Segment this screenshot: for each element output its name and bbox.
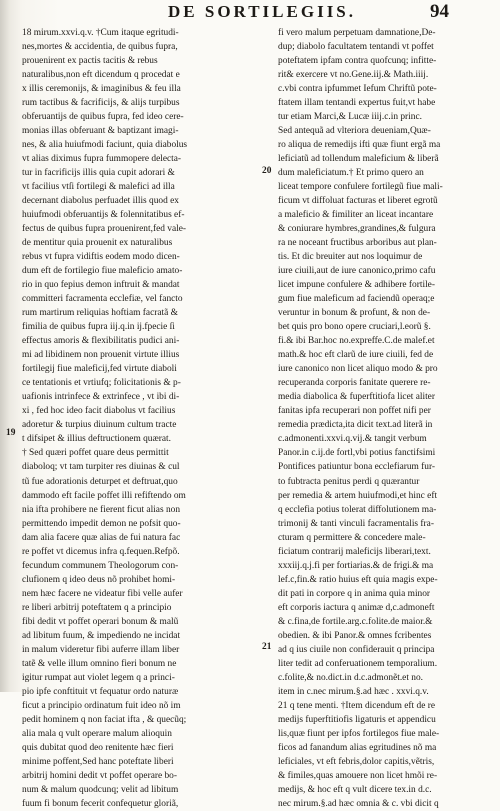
text-line: 21 q tene menti. †Item dicendum eft de re <box>278 700 435 711</box>
text-line: tur in facrificijs illis quia cupit adorari & <box>22 168 175 179</box>
text-line: clufionem q ideo deus nõ prohibet homi- <box>22 574 176 585</box>
text-line: recuperanda corporis fanitate querere re- <box>278 378 431 389</box>
running-head: DE SORTILEGIIS. <box>168 2 357 21</box>
text-line: Sed antequã ad vlteriora deueniam,Quæ- <box>278 126 431 137</box>
text-line: diaboloq; vt tam turpiter res diuinas & cul <box>22 462 180 473</box>
text-line: math.& hoc eft clarũ de iure ciuili, fed de <box>278 350 434 361</box>
text-line: rit& exercere vt no.Gene.iij.& Math.iiij. <box>278 70 429 81</box>
text-line: gum fiue maleficum ad faciendũ operaq;e <box>278 294 435 305</box>
text-line: a maleficio & fimiliter an liceat incantare <box>278 210 434 221</box>
text-line: & coniurare hymbres,grandines,& fulgura <box>278 224 436 235</box>
text-line: fecundum communem Theologorum con- <box>22 560 179 571</box>
text-line: 18 mirum.xxvi.q.v. †Cum itaque egritudi- <box>22 28 179 38</box>
text-line: & c.fina,de fortile.arg.c.folite.de maior.& <box>278 616 433 627</box>
text-line: ficum vt diffoluat facturas et liberet egrotũ <box>278 196 438 207</box>
text-line: dum maleficiatum.† Et primo quero an <box>278 168 424 179</box>
right-text-column <box>278 26 478 811</box>
text-line: quis dubitat quod deo renitente hæc fieri <box>22 742 174 753</box>
text-line: liter tedit ad conferuationem temporalium. <box>278 658 438 669</box>
text-line: mi ad libidinem non prouenit virtute illius <box>22 350 180 361</box>
text-line: cturam q permittere & concedere male- <box>278 532 426 543</box>
text-line: nem hæc facere ne videatur fibi velle aufer <box>22 588 183 599</box>
text-line: ro aliqua de remedijs ifti quæ fiunt ergã ma <box>278 140 441 151</box>
text-line: ficos ad fanandum alias egritudines nõ ma <box>278 742 437 753</box>
text-line: uafionis intrinfece & extrinfece , vt ibi di- <box>22 392 180 403</box>
text-line: pedit hominem q non faciat ifta , & quecũq; <box>22 714 187 725</box>
text-line: x illis ceremonijs, & imaginibus & feu illa <box>22 84 181 95</box>
text-line: iure canonico non licet aliquo modo & pro <box>278 364 438 375</box>
text-line: veruntur in bonum & profunt, & non de- <box>278 308 431 319</box>
text-line: leficiatũ ad tollendum maleficium & liberã <box>278 154 439 165</box>
text-line: ad q ius ciuile non confiderauit q principa <box>278 644 435 655</box>
text-line: c.folite,& no.dict.in d.c.admonẽt.et no. <box>278 672 424 683</box>
margin-number: 21 <box>262 642 272 652</box>
text-line: t difsipet & illius deftructionem quærat. <box>22 434 171 445</box>
text-line: medijs, & hoc eft q vult dicere tex.in d.c. <box>278 784 432 795</box>
text-line: de mentitur quia prouenit ex naturalibus <box>22 238 173 249</box>
text-line: re liberi arbitrij poteftatem q a principio <box>22 602 172 613</box>
page-number: 94 <box>430 1 449 22</box>
text-line: c.vbi contra ipfummet Iefum Chriftũ pote- <box>278 84 437 95</box>
text-line: alia mala q vult operare malum alioquin <box>22 728 172 739</box>
text-line: nec mirum.§.ad hæc omnia & c. vbi dicit q <box>278 798 439 809</box>
text-line: bet quis pro bono opere cruciari,l.eorũ §. <box>278 322 431 333</box>
text-line: media diabolica & fuperftitiofa licet aliter <box>278 392 435 403</box>
text-line: huiufmodi obferuantijs & folennitatibus ef- <box>22 210 185 221</box>
text-line: rum tactibus & facrificijs, & alijs turpibus <box>22 98 180 109</box>
text-line: dam alia facere quæ alias de fui natura fac <box>22 532 181 543</box>
text-line: lis,quæ fiunt per ipfos fortilegos fiue male- <box>278 728 440 739</box>
text-line: rio in quo fepius demon inftruit & mandat <box>22 280 180 291</box>
text-line: fuum fi bonum fecerit confequetur gloriã, <box>22 798 179 809</box>
text-line: obferuantijs de quibus fupra, fed ideo cere- <box>22 112 184 123</box>
text-line: c.admonenti.xxvi.q.vij.& tangit verbum <box>278 434 427 445</box>
margin-number: 19 <box>6 428 16 438</box>
text-line: item in c.nec mirum.§.ad hæc . xxvi.q.v. <box>278 686 429 697</box>
text-line: & fimiles,quas amouere non licet hmõi re- <box>278 770 438 781</box>
text-line: ficut a principio ordinatum fuit ideo nõ im <box>22 700 181 711</box>
text-line: vt facilius vtſi fortilegi & malefici ad illa <box>22 182 175 193</box>
text-line: obedien. & ibi Panor.& omnes fcribentes <box>278 630 432 641</box>
page-header <box>0 0 500 24</box>
text-line: dit pati in corpore q in anima quia minor <box>278 588 431 599</box>
text-line: arbitrij homini dedit vt poffet operare bo- <box>22 770 177 781</box>
text-line: fimilia de quibus fupra iij.q.in ij.fpecie ſi <box>22 322 175 333</box>
text-line: fectus de quibus fupra prouenirent,fed vale- <box>22 224 186 235</box>
text-line: re poffet vt dicemus infra q.fequen.Refpõ. <box>22 546 180 557</box>
text-line: per remedia & artem huiufmodi,et hinc eft <box>278 490 438 501</box>
text-line: eft corporis iactura q animæ d,c.admoneft <box>278 602 435 613</box>
text-line: lef.c,fin.& ratio huius eft quia magis expe- <box>278 574 438 585</box>
text-line: to fubtracta penitus perdi q quærantur <box>278 476 420 487</box>
text-line: fibi dedit vt poffet operari bonum & malũ <box>22 616 179 627</box>
text-line: dup; diabolo facultatem tentandi vt poffet <box>278 42 434 53</box>
text-line: tur etiam Marci,& Lucæ iiij.c.in princ. <box>278 112 422 123</box>
text-line: medijs fuperftitiofis ligaturis et appendicu <box>278 714 436 725</box>
text-line: dum eft de fortilegio fiue maleficio amato- <box>22 266 183 277</box>
text-line: ce tentationis et vrtiufq; folicitationis & p- <box>22 378 181 389</box>
text-line: vt alias diximus fupra fummopere delecta- <box>22 154 182 165</box>
text-line: rebus vt fupra vidiftis eodem modo dicen- <box>22 252 180 263</box>
text-line: adoretur & turpius diuinum cultum tracte <box>22 420 177 431</box>
text-line: tis. Et dic breuiter aut nos loquimur de <box>278 252 423 263</box>
text-line: poteftatem ipfam contra quofcunq; infitte- <box>278 56 437 67</box>
text-line: effectus amoris & flexibilitatis pudici ani- <box>22 336 180 347</box>
text-line: tatẽ & velle illum omnino fieri bonum ne <box>22 658 177 669</box>
text-line: q ecclefia potius tolerat diffolutionem ma- <box>278 504 437 515</box>
text-line: † Sed quæri poffet quare deus permittit <box>22 448 169 459</box>
text-line: prouenirent ex pactis tacitis & rebus <box>22 56 158 67</box>
text-line: num & malum quodcunq; velit ad libitum <box>22 784 179 795</box>
text-line: nia ifta prohibere ne fierent ficut alias non <box>22 504 181 515</box>
text-line: fanitas ipfa recuperari non poffet nifi per <box>278 406 431 417</box>
text-line: decernant diabolus perfuadet illis quod ex <box>22 196 179 207</box>
text-line: fi vero malum perpetuam damnatione,De- <box>278 28 436 38</box>
text-line: naturalibus,non eft dicendum q procedat e <box>22 70 180 81</box>
margin-number: 20 <box>262 166 272 176</box>
text-line: xi , fed hoc ideo facit diabolus vt facilius <box>22 406 176 417</box>
text-line: xxxiij.q.j.fi per fortiarias.& de frigi.& ma <box>278 560 434 571</box>
text-line: rum martirum reliquias hoftiam facratã & <box>22 308 178 319</box>
text-line: committeri facramenta ecclefiæ, vel fancto <box>22 294 183 305</box>
text-line: licet impune confulere & adhibere fortile- <box>278 280 435 291</box>
text-line: minime poffent,Sed hanc poteftate liberi <box>22 756 174 767</box>
left-text-column <box>22 26 222 811</box>
text-line: tũ fue adorationis deturpet et deftruat,quo <box>22 476 178 487</box>
text-line: nes, & alia huiufmodi faciunt, quia diabolus <box>22 140 188 151</box>
text-line: ad libitum fuum, & impediendo ne incidat <box>22 630 181 641</box>
text-line: nes,mortes & accidentia, de quibus fupra, <box>22 42 178 53</box>
text-line: iure ciuili,aut de iure canonico,primo cafu <box>278 266 436 277</box>
text-line: Panor.in c.ij.de fortl,vbi potius fanctifsimi <box>278 448 436 459</box>
text-line: ra ne noceant fructibus arboribus aut plan- <box>278 238 437 249</box>
text-line: remedia prædicta,ita dicit text.ad literã in <box>278 420 433 431</box>
text-line: dammodo eft facile poffet illi refiftendo om <box>22 490 186 501</box>
text-line: in malum videretur fibi auferre illam liber <box>22 644 180 655</box>
text-line: liceat tempore confulere fortilegũ fiue mali- <box>278 182 443 193</box>
text-line: fortilegij fiue maleficij,fed virtute diaboli <box>22 364 177 375</box>
text-line: fi.& ibi Bar.hoc no.expreffe.C.de malef.et <box>278 336 435 347</box>
text-line: ficiatum contrarij maleficijs liberari,text. <box>278 546 431 557</box>
text-line: ftatem illam tentandi expertus fuit,vt habe <box>278 98 436 109</box>
text-line: trimonij & tanti vinculi facramentalis fra- <box>278 518 434 529</box>
text-line: igitur rumpat aut violet legem q a princi- <box>22 672 175 683</box>
text-line: leficiales, vt eft febris,dolor capitis,vẽtris, <box>278 756 435 767</box>
text-line: permittendo impedit demon ne pofsit quo- <box>22 518 181 529</box>
text-line: Pontifices patiuntur bona ecclefiarum fur- <box>278 462 436 473</box>
text-line: pio ipfe conftituit vt fequatur ordo naturæ <box>22 686 179 697</box>
text-line: monias illas obferuant & baptizant imagi- <box>22 126 179 137</box>
